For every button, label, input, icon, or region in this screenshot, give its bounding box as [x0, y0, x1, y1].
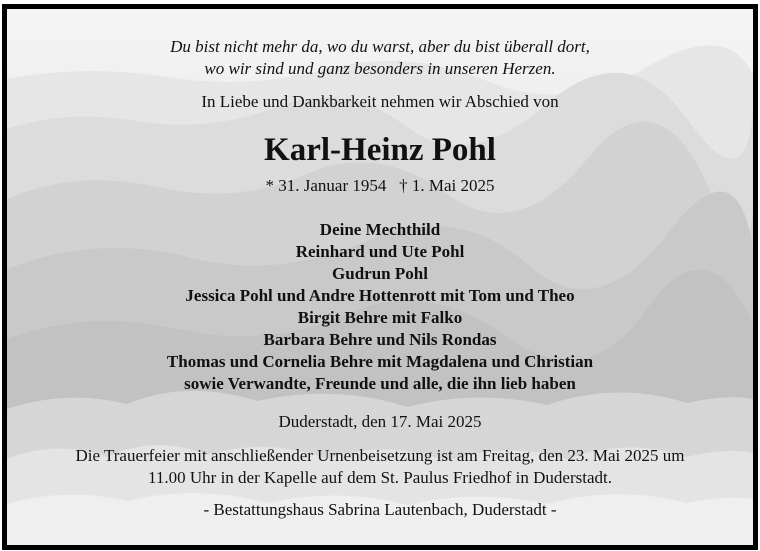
quote-line-2: wo wir sind und ganz besonders in unseren Herzen. [204, 59, 556, 78]
ceremony-line-1: Die Trauerfeier mit anschließender Urnenbeisetzung ist am Freitag, den 23. Mai 2025 um [75, 446, 685, 465]
mourner-line: Gudrun Pohl [332, 264, 428, 283]
quote-line-1: Du bist nicht mehr da, wo du warst, aber du bist überall dort, [170, 37, 590, 56]
funeral-home: - Bestattungshaus Sabrina Lautenbach, Duderstadt - [203, 500, 557, 519]
mourner-line: Deine Mechthild [319, 220, 441, 239]
obituary-card [2, 4, 758, 550]
obituary-text [7, 9, 753, 545]
mourner-line: Thomas und Cornelia Behre mit Magdalena und Christian [166, 352, 594, 371]
mourner-line: Barbara Behre und Nils Rondas [263, 330, 497, 349]
mourner-line: Jessica Pohl und Andre Hottenrott mit Tom und Theo [185, 286, 575, 305]
life-dates: * 31. Januar 1954 † 1. Mai 2025 [265, 176, 495, 195]
place-date: Duderstadt, den 17. Mai 2025 [278, 412, 482, 431]
mourner-line: sowie Verwandte, Freunde und alle, die ihn lieb haben [184, 374, 576, 393]
mourner-line: Reinhard und Ute Pohl [295, 242, 465, 261]
mourner-line: Birgit Behre mit Falko [297, 308, 463, 327]
ceremony-line-2: 11.00 Uhr in der Kapelle auf dem St. Paulus Friedhof in Duderstadt. [148, 468, 612, 487]
deceased-name: Karl-Heinz Pohl [264, 132, 496, 168]
intro-text: In Liebe und Dankbarkeit nehmen wir Abschied von [201, 92, 559, 111]
